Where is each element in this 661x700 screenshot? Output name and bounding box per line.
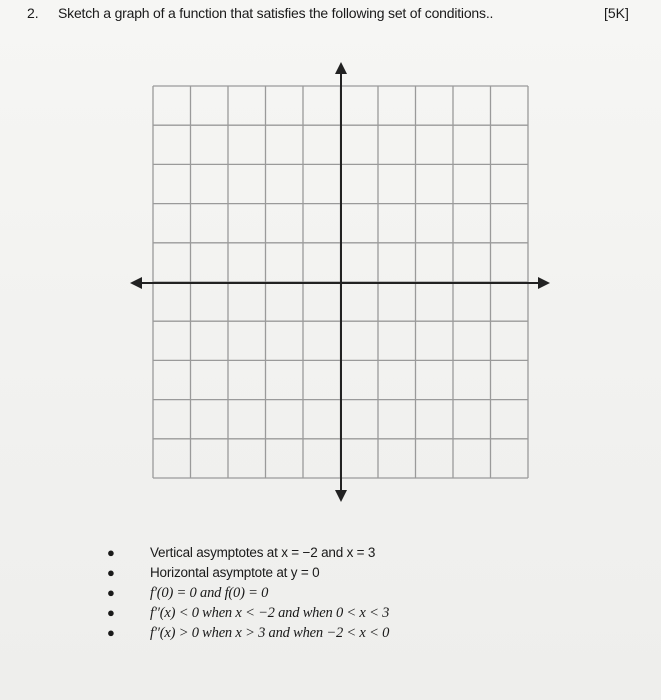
bullet-icon: ● [107,565,115,580]
bullet-icon: ● [107,605,115,620]
conditions-list [100,543,389,643]
condition-text: f′′(x) < 0 when x < −2 and when 0 < x < 3 [150,605,390,621]
condition-item [100,543,389,563]
x-axis-left-arrow-icon [130,277,142,289]
condition-text: Horizontal asymptote at y = 0 [150,565,320,580]
condition-text: f′(0) = 0 and f(0) = 0 [150,585,269,601]
condition-item [100,583,389,603]
condition-text: f′′(x) > 0 when x > 3 and when −2 < x < 0 [150,625,390,641]
condition-text: Vertical asymptotes at x = −2 and x = 3 [150,545,376,560]
bullet-icon: ● [107,625,115,640]
question-number: 2. [27,5,39,21]
y-axis-up-arrow-icon [335,62,347,74]
condition-item [100,623,389,643]
x-axis-right-arrow-icon [538,277,550,289]
axes [130,62,550,502]
question-marks: [5K] [604,5,629,21]
condition-item [100,563,389,583]
bullet-icon: ● [107,545,115,560]
bullet-icon: ● [107,585,115,600]
condition-item [100,603,389,623]
y-axis-down-arrow-icon [335,490,347,502]
question-text: Sketch a graph of a function that satisfies the following set of conditions.. [58,5,494,21]
